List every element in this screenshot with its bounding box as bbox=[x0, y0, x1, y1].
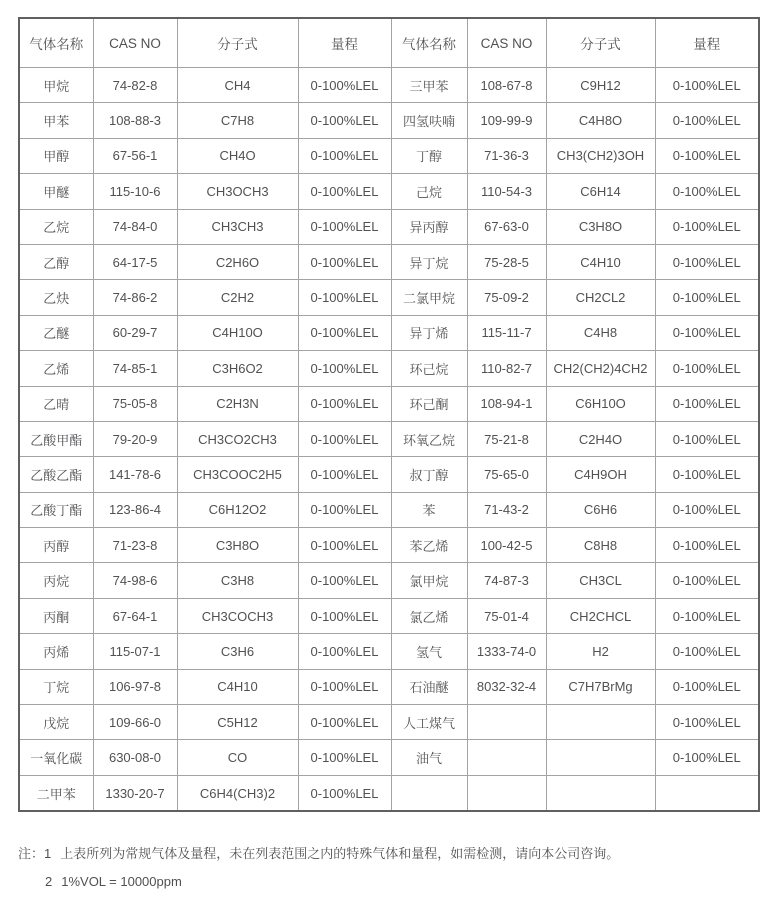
left-formula-cell: CH3OCH3 bbox=[177, 174, 298, 209]
left-cas-cell: 74-98-6 bbox=[93, 563, 177, 598]
left-cas-cell: 115-10-6 bbox=[93, 174, 177, 209]
header-row bbox=[19, 18, 759, 68]
right-formula-cell bbox=[546, 740, 655, 775]
table-row bbox=[19, 492, 759, 527]
left-range-cell: 0-100%LEL bbox=[298, 244, 391, 279]
right-name-cell: 二氯甲烷 bbox=[391, 280, 467, 315]
column-header-right-0: 气体名称 bbox=[391, 18, 467, 68]
right-range-cell: 0-100%LEL bbox=[655, 421, 759, 456]
right-range-cell: 0-100%LEL bbox=[655, 209, 759, 244]
footnote-1-text: 上表所列为常规气体及量程，未在列表范围之内的特殊气体和量程，如需检测，请向本公司咨询。 bbox=[60, 846, 620, 861]
right-formula-cell: C4H8 bbox=[546, 315, 655, 350]
right-name-cell: 异丙醇 bbox=[391, 209, 467, 244]
right-cas-cell bbox=[467, 705, 546, 740]
left-cas-cell: 74-82-8 bbox=[93, 68, 177, 103]
table-row bbox=[19, 421, 759, 456]
left-range-cell: 0-100%LEL bbox=[298, 598, 391, 633]
right-cas-cell: 67-63-0 bbox=[467, 209, 546, 244]
right-range-cell: 0-100%LEL bbox=[655, 68, 759, 103]
left-name-cell: 丙酮 bbox=[19, 598, 93, 633]
gas-spec-table bbox=[18, 17, 760, 812]
right-range-cell: 0-100%LEL bbox=[655, 669, 759, 704]
left-cas-cell: 108-88-3 bbox=[93, 103, 177, 138]
right-range-cell: 0-100%LEL bbox=[655, 351, 759, 386]
left-name-cell: 乙酸乙酯 bbox=[19, 457, 93, 492]
right-formula-cell bbox=[546, 775, 655, 811]
left-range-cell: 0-100%LEL bbox=[298, 740, 391, 775]
right-name-cell: 四氢呋喃 bbox=[391, 103, 467, 138]
table-row bbox=[19, 457, 759, 492]
left-formula-cell: C2H2 bbox=[177, 280, 298, 315]
right-formula-cell: C6H6 bbox=[546, 492, 655, 527]
left-name-cell: 甲醇 bbox=[19, 138, 93, 173]
right-cas-cell: 1333-74-0 bbox=[467, 634, 546, 669]
left-name-cell: 乙醚 bbox=[19, 315, 93, 350]
right-name-cell: 异丁烯 bbox=[391, 315, 467, 350]
right-formula-cell: H2 bbox=[546, 634, 655, 669]
left-range-cell: 0-100%LEL bbox=[298, 174, 391, 209]
left-formula-cell: C6H4(CH3)2 bbox=[177, 775, 298, 811]
right-range-cell: 0-100%LEL bbox=[655, 740, 759, 775]
left-cas-cell: 79-20-9 bbox=[93, 421, 177, 456]
right-name-cell: 环氧乙烷 bbox=[391, 421, 467, 456]
right-name-cell: 石油醚 bbox=[391, 669, 467, 704]
right-name-cell bbox=[391, 775, 467, 811]
right-cas-cell bbox=[467, 775, 546, 811]
right-formula-cell: CH3CL bbox=[546, 563, 655, 598]
left-cas-cell: 630-08-0 bbox=[93, 740, 177, 775]
table-row bbox=[19, 740, 759, 775]
left-name-cell: 丙烯 bbox=[19, 634, 93, 669]
left-range-cell: 0-100%LEL bbox=[298, 351, 391, 386]
right-name-cell: 苯乙烯 bbox=[391, 528, 467, 563]
left-cas-cell: 60-29-7 bbox=[93, 315, 177, 350]
right-cas-cell: 75-21-8 bbox=[467, 421, 546, 456]
right-name-cell: 己烷 bbox=[391, 174, 467, 209]
left-range-cell: 0-100%LEL bbox=[298, 457, 391, 492]
right-formula-cell: CH2(CH2)4CH2 bbox=[546, 351, 655, 386]
left-formula-cell: C4H10 bbox=[177, 669, 298, 704]
right-formula-cell: C6H10O bbox=[546, 386, 655, 421]
left-range-cell: 0-100%LEL bbox=[298, 68, 391, 103]
right-formula-cell: C4H9OH bbox=[546, 457, 655, 492]
right-name-cell: 叔丁醇 bbox=[391, 457, 467, 492]
right-range-cell bbox=[655, 775, 759, 811]
right-cas-cell: 71-36-3 bbox=[467, 138, 546, 173]
left-name-cell: 乙醇 bbox=[19, 244, 93, 279]
right-name-cell: 人工煤气 bbox=[391, 705, 467, 740]
right-formula-cell: C4H10 bbox=[546, 244, 655, 279]
right-cas-cell: 75-01-4 bbox=[467, 598, 546, 633]
right-formula-cell: C4H8O bbox=[546, 103, 655, 138]
right-range-cell: 0-100%LEL bbox=[655, 174, 759, 209]
left-name-cell: 丙烷 bbox=[19, 563, 93, 598]
left-name-cell: 甲醚 bbox=[19, 174, 93, 209]
table-row bbox=[19, 315, 759, 350]
right-formula-cell: C3H8O bbox=[546, 209, 655, 244]
right-cas-cell: 110-82-7 bbox=[467, 351, 546, 386]
left-name-cell: 丙醇 bbox=[19, 528, 93, 563]
column-header-left-2: 分子式 bbox=[177, 18, 298, 68]
right-formula-cell: C8H8 bbox=[546, 528, 655, 563]
right-cas-cell: 108-94-1 bbox=[467, 386, 546, 421]
right-range-cell: 0-100%LEL bbox=[655, 705, 759, 740]
left-cas-cell: 109-66-0 bbox=[93, 705, 177, 740]
right-range-cell: 0-100%LEL bbox=[655, 244, 759, 279]
left-cas-cell: 74-86-2 bbox=[93, 280, 177, 315]
left-name-cell: 丁烷 bbox=[19, 669, 93, 704]
right-range-cell: 0-100%LEL bbox=[655, 138, 759, 173]
footnote-1 bbox=[18, 846, 758, 862]
left-formula-cell: CH3CH3 bbox=[177, 209, 298, 244]
left-formula-cell: CH4 bbox=[177, 68, 298, 103]
right-name-cell: 环己烷 bbox=[391, 351, 467, 386]
left-formula-cell: CO bbox=[177, 740, 298, 775]
footnote-prefix: 注： bbox=[18, 846, 45, 861]
right-name-cell: 三甲苯 bbox=[391, 68, 467, 103]
right-range-cell: 0-100%LEL bbox=[655, 492, 759, 527]
left-range-cell: 0-100%LEL bbox=[298, 421, 391, 456]
right-name-cell: 氯乙烯 bbox=[391, 598, 467, 633]
left-formula-cell: C2H3N bbox=[177, 386, 298, 421]
left-cas-cell: 141-78-6 bbox=[93, 457, 177, 492]
table-row bbox=[19, 280, 759, 315]
left-cas-cell: 75-05-8 bbox=[93, 386, 177, 421]
table-row bbox=[19, 705, 759, 740]
left-name-cell: 乙烯 bbox=[19, 351, 93, 386]
right-name-cell: 苯 bbox=[391, 492, 467, 527]
column-header-left-1: CAS NO bbox=[93, 18, 177, 68]
left-range-cell: 0-100%LEL bbox=[298, 280, 391, 315]
table-row bbox=[19, 174, 759, 209]
right-range-cell: 0-100%LEL bbox=[655, 386, 759, 421]
left-cas-cell: 74-85-1 bbox=[93, 351, 177, 386]
left-formula-cell: C2H6O bbox=[177, 244, 298, 279]
left-formula-cell: C3H8O bbox=[177, 528, 298, 563]
left-range-cell: 0-100%LEL bbox=[298, 492, 391, 527]
right-formula-cell: CH3(CH2)3OH bbox=[546, 138, 655, 173]
left-range-cell: 0-100%LEL bbox=[298, 669, 391, 704]
right-cas-cell: 74-87-3 bbox=[467, 563, 546, 598]
left-formula-cell: CH3CO2CH3 bbox=[177, 421, 298, 456]
left-cas-cell: 106-97-8 bbox=[93, 669, 177, 704]
right-cas-cell: 75-09-2 bbox=[467, 280, 546, 315]
right-cas-cell: 100-42-5 bbox=[467, 528, 546, 563]
gas-spec-table-container bbox=[18, 17, 758, 812]
left-formula-cell: CH3COCH3 bbox=[177, 598, 298, 633]
left-formula-cell: C5H12 bbox=[177, 705, 298, 740]
left-name-cell: 乙晴 bbox=[19, 386, 93, 421]
right-cas-cell: 71-43-2 bbox=[467, 492, 546, 527]
left-formula-cell: C3H8 bbox=[177, 563, 298, 598]
right-formula-cell: C9H12 bbox=[546, 68, 655, 103]
table-row bbox=[19, 598, 759, 633]
table-row bbox=[19, 634, 759, 669]
right-name-cell: 氯甲烷 bbox=[391, 563, 467, 598]
left-cas-cell: 64-17-5 bbox=[93, 244, 177, 279]
left-name-cell: 乙炔 bbox=[19, 280, 93, 315]
footnote-1-number: 1 bbox=[44, 846, 52, 861]
left-name-cell: 乙酸甲酯 bbox=[19, 421, 93, 456]
right-formula-cell: CH2CHCL bbox=[546, 598, 655, 633]
right-range-cell: 0-100%LEL bbox=[655, 457, 759, 492]
left-range-cell: 0-100%LEL bbox=[298, 103, 391, 138]
footnote-2-number: 2 bbox=[45, 873, 53, 889]
column-header-right-1: CAS NO bbox=[467, 18, 546, 68]
right-formula-cell: C2H4O bbox=[546, 421, 655, 456]
table-row bbox=[19, 528, 759, 563]
table-row bbox=[19, 68, 759, 103]
table-row bbox=[19, 563, 759, 598]
right-range-cell: 0-100%LEL bbox=[655, 563, 759, 598]
right-cas-cell: 75-65-0 bbox=[467, 457, 546, 492]
right-formula-cell: C7H7BrMg bbox=[546, 669, 655, 704]
left-name-cell: 甲烷 bbox=[19, 68, 93, 103]
right-formula-cell: CH2CL2 bbox=[546, 280, 655, 315]
left-cas-cell: 1330-20-7 bbox=[93, 775, 177, 811]
table-row bbox=[19, 669, 759, 704]
right-cas-cell: 115-11-7 bbox=[467, 315, 546, 350]
table-row bbox=[19, 386, 759, 421]
gas-table-body bbox=[19, 68, 759, 812]
left-cas-cell: 71-23-8 bbox=[93, 528, 177, 563]
left-range-cell: 0-100%LEL bbox=[298, 138, 391, 173]
footnotes bbox=[18, 846, 758, 901]
table-row bbox=[19, 103, 759, 138]
left-formula-cell: C3H6O2 bbox=[177, 351, 298, 386]
right-range-cell: 0-100%LEL bbox=[655, 315, 759, 350]
right-name-cell: 油气 bbox=[391, 740, 467, 775]
left-cas-cell: 115-07-1 bbox=[93, 634, 177, 669]
left-range-cell: 0-100%LEL bbox=[298, 634, 391, 669]
right-name-cell: 丁醇 bbox=[391, 138, 467, 173]
left-name-cell: 戊烷 bbox=[19, 705, 93, 740]
left-name-cell: 乙酸丁酯 bbox=[19, 492, 93, 527]
table-row bbox=[19, 351, 759, 386]
left-range-cell: 0-100%LEL bbox=[298, 386, 391, 421]
right-cas-cell: 8032-32-4 bbox=[467, 669, 546, 704]
right-cas-cell: 108-67-8 bbox=[467, 68, 546, 103]
table-row bbox=[19, 244, 759, 279]
left-range-cell: 0-100%LEL bbox=[298, 705, 391, 740]
left-name-cell: 一氧化碳 bbox=[19, 740, 93, 775]
left-range-cell: 0-100%LEL bbox=[298, 315, 391, 350]
left-formula-cell: CH4O bbox=[177, 138, 298, 173]
left-range-cell: 0-100%LEL bbox=[298, 563, 391, 598]
right-name-cell: 异丁烷 bbox=[391, 244, 467, 279]
right-range-cell: 0-100%LEL bbox=[655, 634, 759, 669]
left-name-cell: 乙烷 bbox=[19, 209, 93, 244]
column-header-left-0: 气体名称 bbox=[19, 18, 93, 68]
left-formula-cell: C6H12O2 bbox=[177, 492, 298, 527]
right-range-cell: 0-100%LEL bbox=[655, 103, 759, 138]
left-name-cell: 二甲苯 bbox=[19, 775, 93, 811]
column-header-right-3: 量程 bbox=[655, 18, 759, 68]
left-cas-cell: 67-56-1 bbox=[93, 138, 177, 173]
right-cas-cell: 110-54-3 bbox=[467, 174, 546, 209]
left-cas-cell: 123-86-4 bbox=[93, 492, 177, 527]
table-row bbox=[19, 775, 759, 811]
left-cas-cell: 74-84-0 bbox=[93, 209, 177, 244]
right-name-cell: 环己酮 bbox=[391, 386, 467, 421]
right-formula-cell: C6H14 bbox=[546, 174, 655, 209]
right-range-cell: 0-100%LEL bbox=[655, 280, 759, 315]
right-range-cell: 0-100%LEL bbox=[655, 528, 759, 563]
right-cas-cell: 75-28-5 bbox=[467, 244, 546, 279]
left-formula-cell: CH3COOC2H5 bbox=[177, 457, 298, 492]
table-row bbox=[19, 138, 759, 173]
right-name-cell: 氢气 bbox=[391, 634, 467, 669]
left-formula-cell: C3H6 bbox=[177, 634, 298, 669]
right-cas-cell: 109-99-9 bbox=[467, 103, 546, 138]
column-header-right-2: 分子式 bbox=[546, 18, 655, 68]
footnote-2 bbox=[45, 874, 758, 890]
table-row bbox=[19, 209, 759, 244]
left-range-cell: 0-100%LEL bbox=[298, 775, 391, 811]
left-formula-cell: C4H10O bbox=[177, 315, 298, 350]
left-cas-cell: 67-64-1 bbox=[93, 598, 177, 633]
right-formula-cell bbox=[546, 705, 655, 740]
right-range-cell: 0-100%LEL bbox=[655, 598, 759, 633]
left-formula-cell: C7H8 bbox=[177, 103, 298, 138]
column-header-left-3: 量程 bbox=[298, 18, 391, 68]
left-range-cell: 0-100%LEL bbox=[298, 209, 391, 244]
right-cas-cell bbox=[467, 740, 546, 775]
left-name-cell: 甲苯 bbox=[19, 103, 93, 138]
left-range-cell: 0-100%LEL bbox=[298, 528, 391, 563]
footnote-2-text: 1%VOL = 10000ppm bbox=[61, 873, 182, 889]
table-header-row bbox=[19, 18, 759, 68]
